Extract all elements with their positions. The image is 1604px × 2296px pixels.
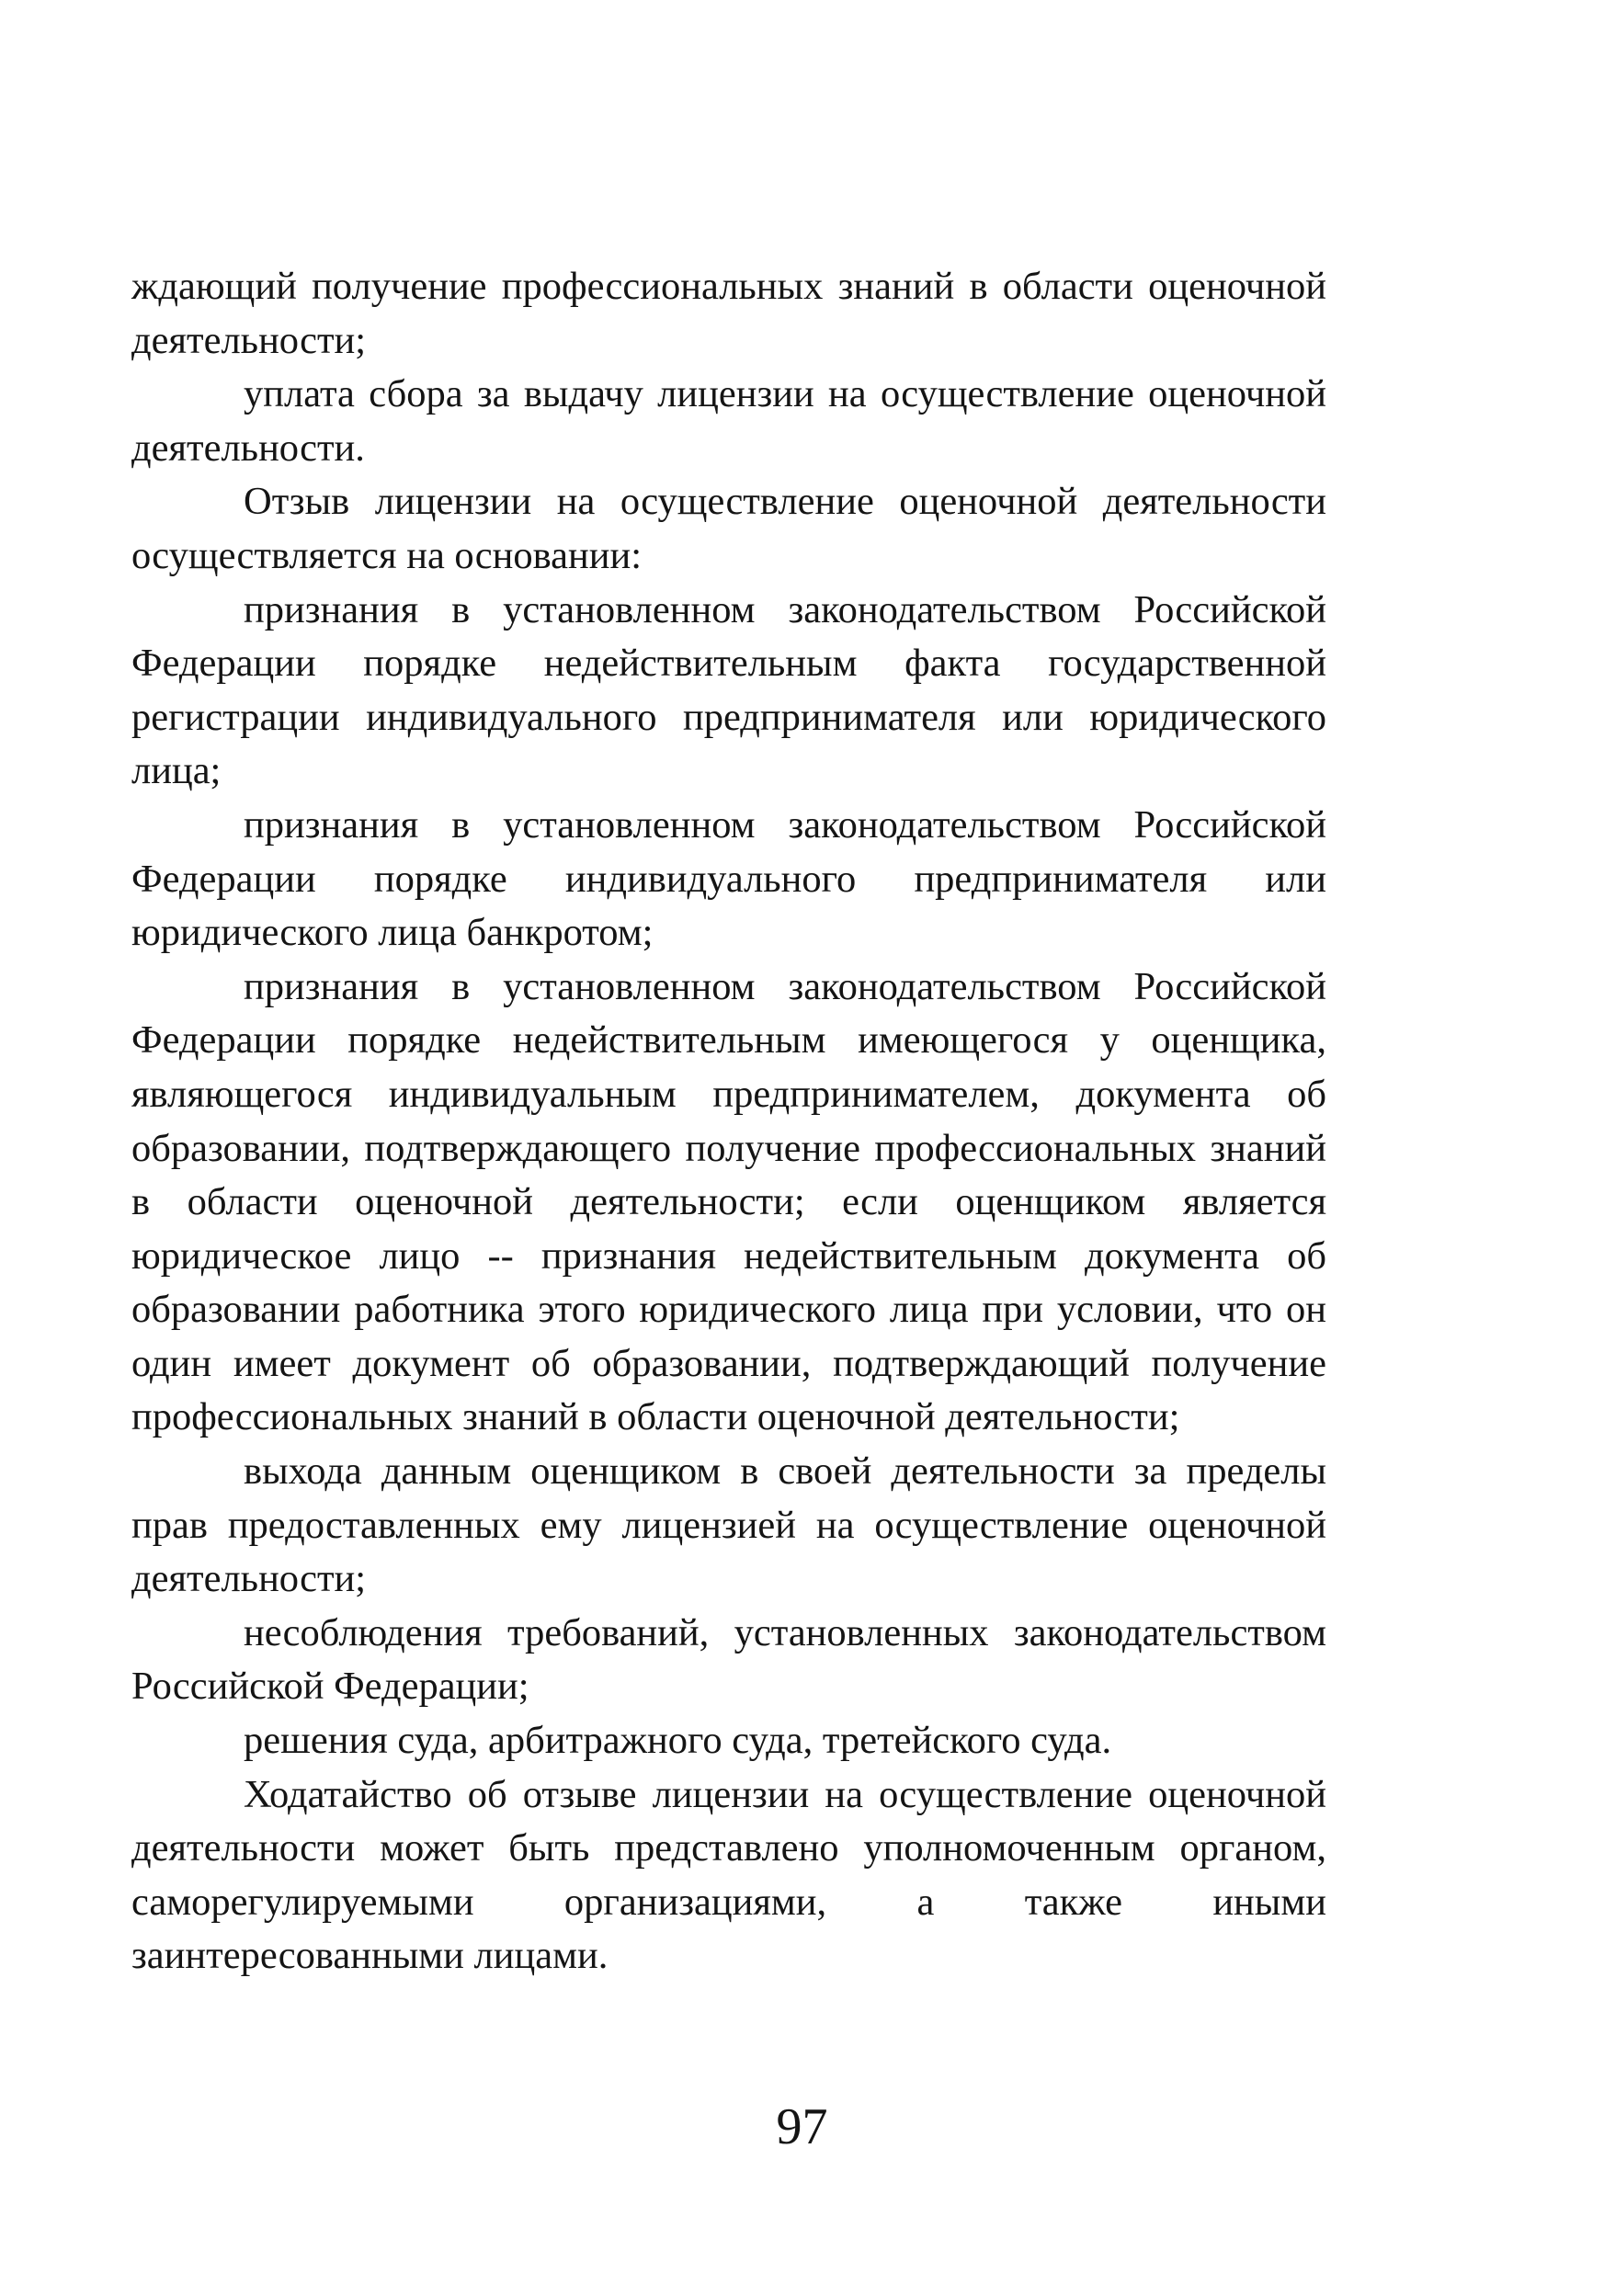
paragraph-revocation-petition: Ходатайство об отзыве лицензии на осуществление оценочной деятельности может быть представлено уполномоченным органом, саморегулируемыми организациями, а также иными заинтересованными лицами. xyxy=(131,1772,1326,1978)
paragraph-bankruptcy: признания в установленном законодательством Российской Федерации порядке индивидуального предпринимателя или юридического лица банкротом; xyxy=(131,802,1326,955)
paragraph-revocation-grounds: Отзыв лицензии на осуществление оценочной деятельности осуществляется на основании: xyxy=(131,480,1326,577)
paragraph-exceeding-license-rights: выхода данным оценщиком в своей деятельности за пределы прав предоставленных ему лицензией на осуществление оценочной деятельности; xyxy=(131,1449,1326,1601)
paragraph-invalid-registration: признания в установленном законодательством Российской Федерации порядке недействительным факта государственной регистрации индивидуального предпринимателя или юридического лица; xyxy=(131,587,1326,793)
paragraph-court-decision: решения суда, арбитражного суда, третейского суда. xyxy=(244,1719,1112,1763)
paragraph-fee-payment: уплата сбора за выдачу лицензии на осуществление оценочной деятельности. xyxy=(131,372,1326,470)
paragraph-noncompliance: несоблюдения требований, установленных законодательством Российской Федерации; xyxy=(131,1610,1326,1709)
paragraph-continuation: ждающий получение профессиональных знаний в области оценочной деятельности; xyxy=(131,265,1326,362)
page-number: 97 xyxy=(776,2098,828,2155)
paragraph-invalid-education-document: признания в установленном законодательством Российской Федерации порядке недействительным имеющегося у оценщика, являющегося индивидуальным предпринимателем, документа об образовании, подтверждающего получение профессиональных знаний в области оценочной деятельности; если оценщиком является юридическое лицо -- признания недействительным документа об образовании работника этого юридического лица при условии, что он один имеет документ об образовании, подтверждающий получение профессиональных знаний в области оценочной деятельности; xyxy=(131,964,1326,1439)
page-body xyxy=(131,260,1326,1983)
